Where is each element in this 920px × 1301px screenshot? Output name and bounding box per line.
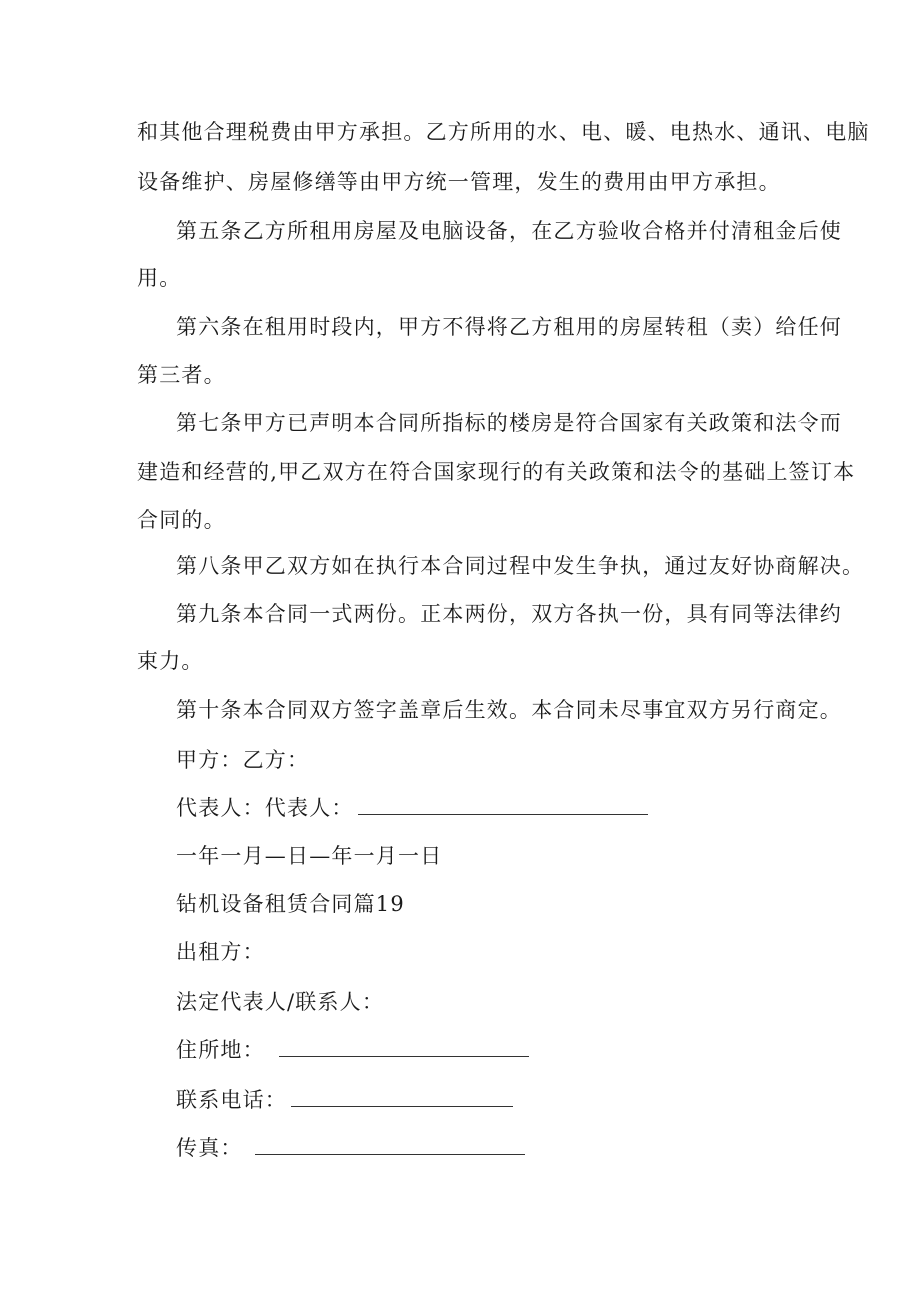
phone-row bbox=[176, 1086, 513, 1114]
article-6-line: 第六条在租用时段内，甲方不得将乙方租用的房屋转租（卖）给任何 bbox=[176, 315, 842, 339]
legal-rep-label: 法定代表人/联系人： bbox=[176, 990, 385, 1014]
signature-representatives-row bbox=[176, 794, 648, 822]
article-9-line: 束力。 bbox=[137, 649, 204, 673]
phone-label: 联系电话： bbox=[176, 1088, 287, 1112]
lessor-label: 出租方： bbox=[176, 940, 265, 964]
article-8-line: 第八条甲乙双方如在执行本合同过程中发生争执，通过友好协商解决。 bbox=[176, 554, 865, 578]
phone-blank-line bbox=[291, 1086, 513, 1107]
article-7-line: 合同的。 bbox=[137, 508, 226, 532]
paragraph-line: 设备维护、房屋修缮等由甲方统一管理，发生的费用由甲方承担。 bbox=[137, 170, 781, 194]
address-row bbox=[176, 1036, 529, 1064]
signature-representatives: 代表人：代表人： bbox=[176, 796, 354, 820]
article-9-line: 第九条本合同一式两份。正本两份，双方各执一份，具有同等法律约 bbox=[176, 602, 842, 626]
fax-blank-line bbox=[255, 1134, 525, 1155]
address-blank-line bbox=[279, 1036, 529, 1057]
section-title: 钻机设备租赁合同篇19 bbox=[176, 892, 405, 916]
article-7-line: 建造和经营的,甲乙双方在符合国家现行的有关政策和法令的基础上签订本 bbox=[137, 460, 856, 484]
fax-row bbox=[176, 1134, 525, 1162]
signature-parties: 甲方：乙方： bbox=[176, 748, 310, 772]
article-10-line: 第十条本合同双方签字盖章后生效。本合同未尽事宜双方另行商定。 bbox=[176, 698, 842, 722]
fax-label: 传真： bbox=[176, 1136, 243, 1160]
representative-blank-line bbox=[358, 794, 648, 815]
article-6-line: 第三者。 bbox=[137, 363, 226, 387]
article-5-line: 用。 bbox=[137, 266, 182, 290]
article-5-line: 第五条乙方所租用房屋及电脑设备，在乙方验收合格并付清租金后使 bbox=[176, 219, 842, 243]
article-7-line: 第七条甲方已声明本合同所指标的楼房是符合国家有关政策和法令而 bbox=[176, 411, 842, 435]
signature-dates: 一年一月—日—年一月一日 bbox=[176, 844, 443, 868]
paragraph-line: 和其他合理税费由甲方承担。乙方所用的水、电、暖、电热水、通讯、电脑 bbox=[137, 120, 870, 144]
address-label: 住所地： bbox=[176, 1038, 265, 1062]
